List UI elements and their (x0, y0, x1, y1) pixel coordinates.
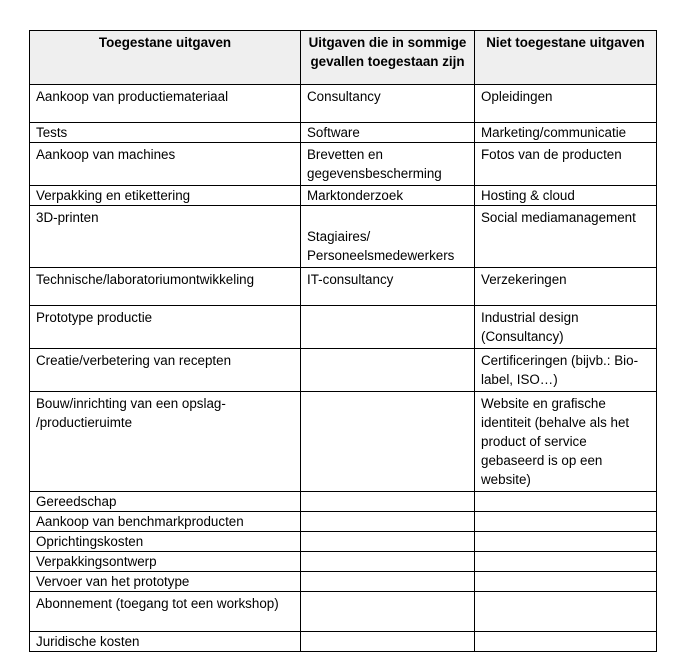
cell-sometimes (301, 632, 475, 652)
table-row (30, 268, 657, 306)
cell-sometimes: IT-consultancy (301, 268, 475, 306)
table-row (30, 532, 657, 552)
cell-allowed: Technische/laboratoriumontwikkeling (30, 268, 301, 306)
cell-sometimes (301, 512, 475, 532)
cell-not-allowed: Opleidingen (475, 85, 657, 123)
cell-allowed: Gereedschap (30, 492, 301, 512)
header-not-allowed: Niet toegestane uitgaven (475, 31, 657, 85)
cell-not-allowed: Fotos van de producten (475, 143, 657, 186)
cell-sometimes: Consultancy (301, 85, 475, 123)
table-row (30, 143, 657, 186)
cell-not-allowed (475, 632, 657, 652)
cell-allowed: Aankoop van benchmarkproducten (30, 512, 301, 532)
table-row (30, 186, 657, 206)
cell-not-allowed: Marketing/communicatie (475, 123, 657, 143)
cell-sometimes (301, 552, 475, 572)
cell-not-allowed: Verzekeringen (475, 268, 657, 306)
cell-not-allowed: Hosting & cloud (475, 186, 657, 206)
table-row (30, 552, 657, 572)
cell-not-allowed (475, 492, 657, 512)
table-row (30, 349, 657, 392)
cell-sometimes (301, 492, 475, 512)
cell-allowed: Oprichtingskosten (30, 532, 301, 552)
table-row (30, 206, 657, 268)
table-row (30, 632, 657, 652)
cell-allowed: Bouw/inrichting van een opslag- /productieruimte (30, 392, 301, 492)
cell-allowed: 3D-printen (30, 206, 301, 268)
cell-sometimes: Software (301, 123, 475, 143)
cell-allowed: Tests (30, 123, 301, 143)
cell-not-allowed (475, 512, 657, 532)
cell-allowed: Vervoer van het prototype (30, 572, 301, 592)
cell-not-allowed (475, 532, 657, 552)
cell-sometimes (301, 306, 475, 349)
cell-not-allowed: Industrial design (Consultancy) (475, 306, 657, 349)
expenses-table (29, 30, 657, 652)
cell-not-allowed (475, 572, 657, 592)
cell-allowed: Juridische kosten (30, 632, 301, 652)
cell-sometimes (301, 592, 475, 632)
cell-sometimes (301, 392, 475, 492)
table-row (30, 306, 657, 349)
header-allowed: Toegestane uitgaven (30, 31, 301, 85)
cell-sometimes: Marktonderzoek (301, 186, 475, 206)
cell-allowed: Abonnement (toegang tot een workshop) (30, 592, 301, 632)
table-row (30, 592, 657, 632)
cell-sometimes: Stagiaires/ Personeelsmedewerkers (301, 206, 475, 268)
cell-not-allowed: Social mediamanagement (475, 206, 657, 268)
table-header-row (30, 31, 657, 85)
cell-allowed: Creatie/verbetering van recepten (30, 349, 301, 392)
cell-not-allowed: Certificeringen (bijvb.: Bio-label, ISO…) (475, 349, 657, 392)
table-row (30, 85, 657, 123)
cell-not-allowed (475, 592, 657, 632)
cell-allowed: Verpakking en etikettering (30, 186, 301, 206)
cell-allowed: Aankoop van machines (30, 143, 301, 186)
cell-sometimes (301, 532, 475, 552)
table-row (30, 392, 657, 492)
cell-sometimes (301, 349, 475, 392)
cell-not-allowed: Website en grafische identiteit (behalve als het product of service gebaseerd is op een website) (475, 392, 657, 492)
table-body (30, 85, 657, 652)
cell-not-allowed (475, 552, 657, 572)
table-row (30, 572, 657, 592)
cell-allowed: Aankoop van productiemateriaal (30, 85, 301, 123)
cell-allowed: Verpakkingsontwerp (30, 552, 301, 572)
cell-sometimes (301, 572, 475, 592)
table-row (30, 492, 657, 512)
table-row (30, 123, 657, 143)
header-sometimes-allowed: Uitgaven die in sommige gevallen toegestaan zijn (301, 31, 475, 85)
cell-allowed: Prototype productie (30, 306, 301, 349)
cell-sometimes: Brevetten en gegevensbescherming (301, 143, 475, 186)
table-row (30, 512, 657, 532)
